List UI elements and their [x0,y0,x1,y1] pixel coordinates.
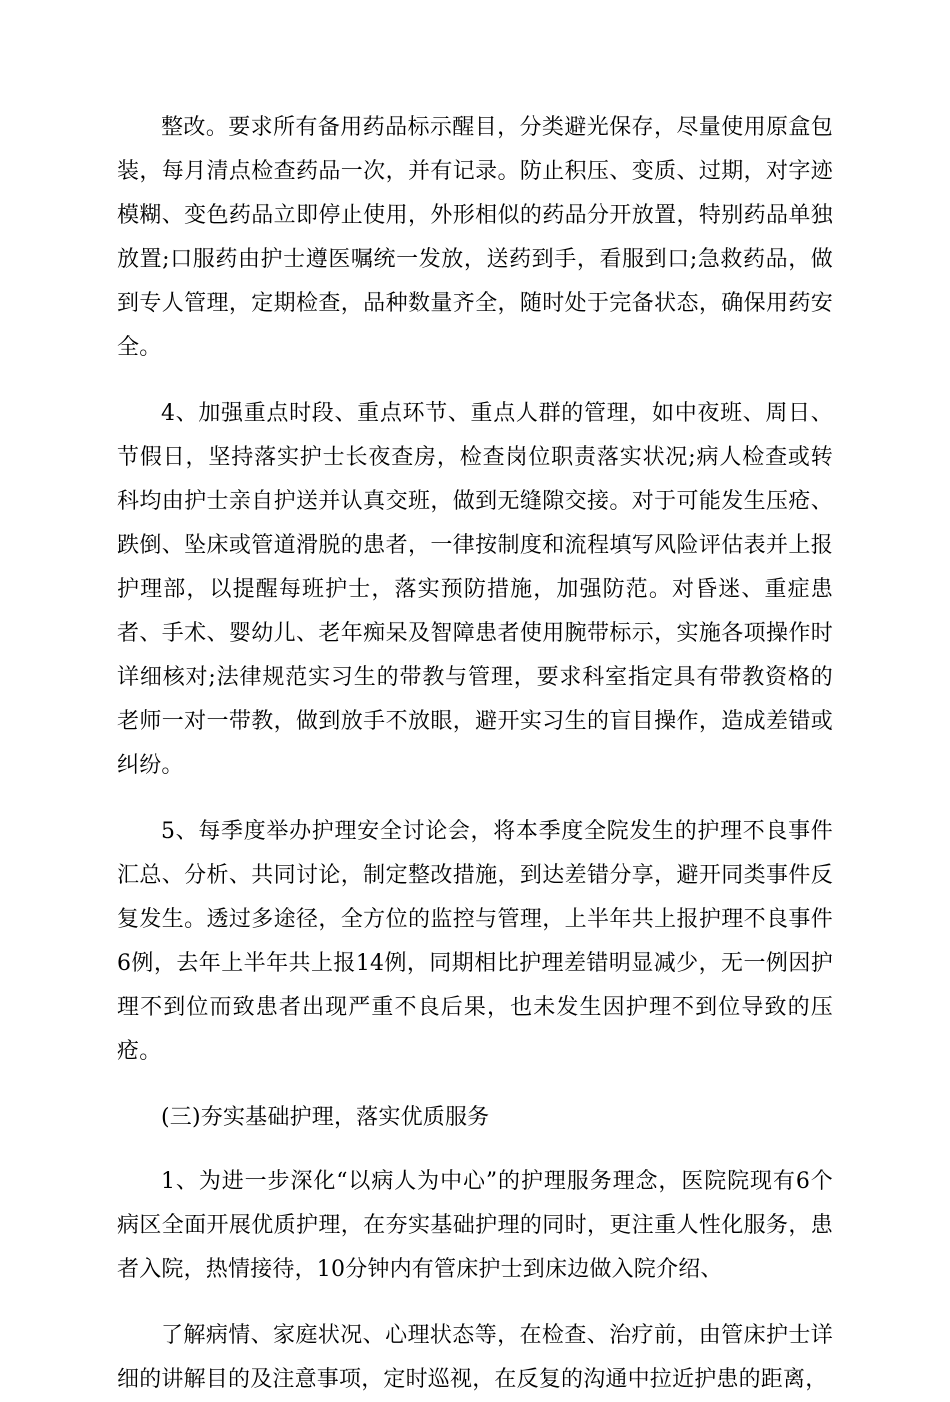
document-body [117,106,833,1402]
paragraph-spacing [117,370,833,392]
section-heading-basic-nursing: (三)夯实基础护理，落实优质服务 [161,1105,490,1130]
paragraph-spacing [117,1140,833,1160]
paragraph-medicine-management: 整改。要求所有备用药品标示醒目，分类避光保存，尽量使用原盒包装，每月清点检查药品一次，并有记录。防止积压、变质、过期，对字迹模糊、变色药品立即停止使用，外形相似的药品分开放置，特别药品单独放置;口服药由护士遵医嘱统一发放，送药到手，看服到口;急救药品，做到专人管理，定期检查，品种数量齐全，随时处于完备状态，确保用药安全。 [117,115,833,360]
paragraph-spacing [117,1074,833,1096]
paragraph-safety-meeting: 5、每季度举办护理安全讨论会，将本季度全院发生的护理不良事件汇总、分析、共同讨论，制定整改措施，到达差错分享，避开同类事件反复发生。透过多途径，全方位的监控与管理，上半年共上报护理不良事件6例，去年上半年共上报14例，同期相比护理差错明显减少，无一例因护理不到位而致患者出现严重不良后果，也未发生因护理不到位导致的压疮。 [117,819,833,1064]
paragraph-quality-nursing: 1、为进一步深化“以病人为中心”的护理服务理念，医院院现有6个病区全面开展优质护理，在夯实基础护理的同时，更注重人性化服务，患者入院，热情接待，10分钟内有管床护士到床边做入院介绍、 [117,1169,833,1282]
paragraph-patient-communication: 了解病情、家庭状况、心理状态等，在检查、治疗前，由管床护士详细的讲解目的及注意事项，定时巡视，在反复的沟通中拉近护患的距离， [117,1323,833,1392]
paragraph-key-periods-management: 4、加强重点时段、重点环节、重点人群的管理，如中夜班、周日、节假日，坚持落实护士长夜查房，检查岗位职责落实状况;病人检查或转科均由护士亲自护送并认真交班，做到无缝隙交接。对于可能发生压疮、跌倒、坠床或管道滑脱的患者，一律按制度和流程填写风险评估表并上报护理部，以提醒每班护士，落实预防措施，加强防范。对昏迷、重症患者、手术、婴幼儿、老年痴呆及智障患者使用腕带标示，实施各项操作时详细核对;法律规范实习生的带教与管理，要求科室指定具有带教资格的老师一对一带教，做到放手不放眼，避开实习生的盲目操作，造成差错或纠纷。 [117,401,833,778]
paragraph-spacing [117,788,833,810]
paragraph-spacing [117,1292,833,1314]
